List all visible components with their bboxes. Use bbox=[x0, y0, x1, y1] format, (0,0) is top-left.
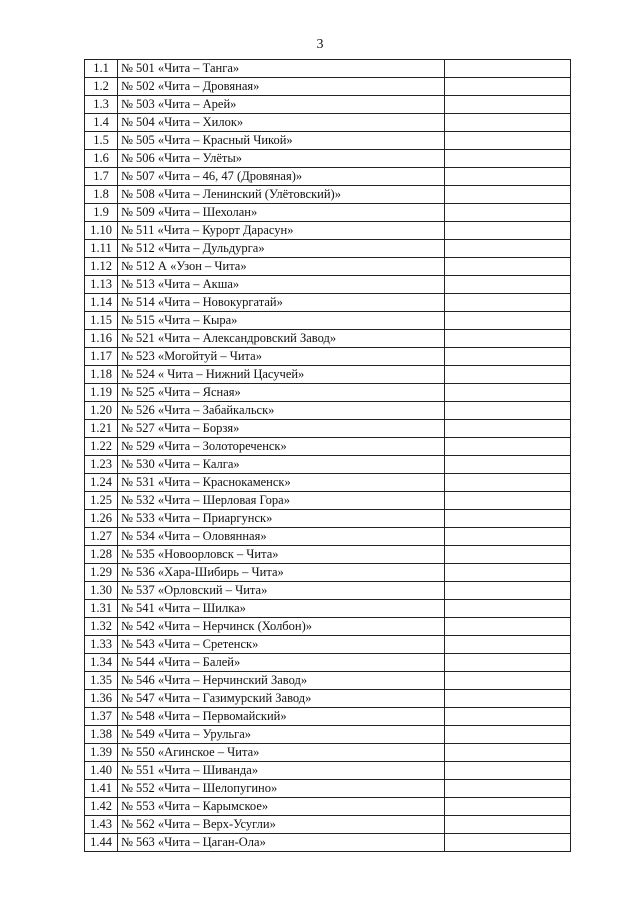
table-row bbox=[85, 726, 571, 744]
empty-cell bbox=[445, 816, 571, 834]
route-name-cell: № 527 «Чита – Борзя» bbox=[118, 420, 445, 438]
route-name-cell: № 521 «Чита – Александровский Завод» bbox=[118, 330, 445, 348]
row-number-cell: 1.44 bbox=[85, 834, 118, 852]
page-number: 3 bbox=[316, 37, 324, 52]
table-row bbox=[85, 60, 571, 78]
row-number-cell: 1.38 bbox=[85, 726, 118, 744]
empty-cell bbox=[445, 582, 571, 600]
empty-cell bbox=[445, 690, 571, 708]
table-row bbox=[85, 510, 571, 528]
row-number-cell: 1.1 bbox=[85, 60, 118, 78]
row-number-cell: 1.23 bbox=[85, 456, 118, 474]
table-row bbox=[85, 258, 571, 276]
table-row bbox=[85, 600, 571, 618]
row-number-cell: 1.24 bbox=[85, 474, 118, 492]
row-number-cell: 1.14 bbox=[85, 294, 118, 312]
empty-cell bbox=[445, 366, 571, 384]
empty-cell bbox=[445, 438, 571, 456]
route-name-cell: № 535 «Новоорловск – Чита» bbox=[118, 546, 445, 564]
empty-cell bbox=[445, 528, 571, 546]
route-name-cell: № 513 «Чита – Акша» bbox=[118, 276, 445, 294]
empty-cell bbox=[445, 600, 571, 618]
route-name-cell: № 511 «Чита – Курорт Дарасун» bbox=[118, 222, 445, 240]
route-name-cell: № 536 «Хара-Шибирь – Чита» bbox=[118, 564, 445, 582]
row-number-cell: 1.20 bbox=[85, 402, 118, 420]
table-row bbox=[85, 402, 571, 420]
table-row bbox=[85, 78, 571, 96]
row-number-cell: 1.29 bbox=[85, 564, 118, 582]
empty-cell bbox=[445, 762, 571, 780]
row-number-cell: 1.18 bbox=[85, 366, 118, 384]
table-row bbox=[85, 366, 571, 384]
empty-cell bbox=[445, 474, 571, 492]
route-name-cell: № 502 «Чита – Дровяная» bbox=[118, 78, 445, 96]
table-row bbox=[85, 492, 571, 510]
route-name-cell: № 503 «Чита – Арей» bbox=[118, 96, 445, 114]
empty-cell bbox=[445, 672, 571, 690]
route-name-cell: № 552 «Чита – Шелопугино» bbox=[118, 780, 445, 798]
row-number-cell: 1.40 bbox=[85, 762, 118, 780]
route-name-cell: № 505 «Чита – Красный Чикой» bbox=[118, 132, 445, 150]
route-name-cell: № 549 «Чита – Урульга» bbox=[118, 726, 445, 744]
table-row bbox=[85, 222, 571, 240]
route-name-cell: № 534 «Чита – Оловянная» bbox=[118, 528, 445, 546]
table-row bbox=[85, 474, 571, 492]
route-name-cell: № 531 «Чита – Краснокаменск» bbox=[118, 474, 445, 492]
empty-cell bbox=[445, 276, 571, 294]
empty-cell bbox=[445, 96, 571, 114]
table-row bbox=[85, 276, 571, 294]
empty-cell bbox=[445, 258, 571, 276]
row-number-cell: 1.3 bbox=[85, 96, 118, 114]
table-row bbox=[85, 204, 571, 222]
route-name-cell: № 525 «Чита – Ясная» bbox=[118, 384, 445, 402]
route-name-cell: № 542 «Чита – Нерчинск (Холбон)» bbox=[118, 618, 445, 636]
route-name-cell: № 529 «Чита – Золотореченск» bbox=[118, 438, 445, 456]
route-name-cell: № 506 «Чита – Улёты» bbox=[118, 150, 445, 168]
route-name-cell: № 508 «Чита – Ленинский (Улётовский)» bbox=[118, 186, 445, 204]
empty-cell bbox=[445, 780, 571, 798]
table-row bbox=[85, 96, 571, 114]
route-name-cell: № 562 «Чита – Верх-Усугли» bbox=[118, 816, 445, 834]
empty-cell bbox=[445, 294, 571, 312]
route-name-cell: № 512 А «Узон – Чита» bbox=[118, 258, 445, 276]
route-name-cell: № 544 «Чита – Балей» bbox=[118, 654, 445, 672]
table-row bbox=[85, 546, 571, 564]
row-number-cell: 1.21 bbox=[85, 420, 118, 438]
route-name-cell: № 509 «Чита – Шехолан» bbox=[118, 204, 445, 222]
row-number-cell: 1.30 bbox=[85, 582, 118, 600]
route-name-cell: № 541 «Чита – Шилка» bbox=[118, 600, 445, 618]
empty-cell bbox=[445, 564, 571, 582]
row-number-cell: 1.6 bbox=[85, 150, 118, 168]
row-number-cell: 1.42 bbox=[85, 798, 118, 816]
route-name-cell: № 524 « Чита – Нижний Цасучей» bbox=[118, 366, 445, 384]
route-name-cell: № 501 «Чита – Танга» bbox=[118, 60, 445, 78]
empty-cell bbox=[445, 60, 571, 78]
table-row bbox=[85, 618, 571, 636]
row-number-cell: 1.27 bbox=[85, 528, 118, 546]
table-row bbox=[85, 168, 571, 186]
empty-cell bbox=[445, 204, 571, 222]
row-number-cell: 1.15 bbox=[85, 312, 118, 330]
route-name-cell: № 507 «Чита – 46, 47 (Дровяная)» bbox=[118, 168, 445, 186]
row-number-cell: 1.9 bbox=[85, 204, 118, 222]
row-number-cell: 1.4 bbox=[85, 114, 118, 132]
row-number-cell: 1.7 bbox=[85, 168, 118, 186]
empty-cell bbox=[445, 708, 571, 726]
empty-cell bbox=[445, 186, 571, 204]
routes-table bbox=[84, 59, 571, 852]
table-row bbox=[85, 816, 571, 834]
row-number-cell: 1.41 bbox=[85, 780, 118, 798]
row-number-cell: 1.36 bbox=[85, 690, 118, 708]
route-name-cell: № 512 «Чита – Дульдурга» bbox=[118, 240, 445, 258]
table-row bbox=[85, 744, 571, 762]
empty-cell bbox=[445, 240, 571, 258]
route-name-cell: № 533 «Чита – Приаргунск» bbox=[118, 510, 445, 528]
row-number-cell: 1.19 bbox=[85, 384, 118, 402]
table-row bbox=[85, 564, 571, 582]
table-row bbox=[85, 384, 571, 402]
route-name-cell: № 526 «Чита – Забайкальск» bbox=[118, 402, 445, 420]
table-row bbox=[85, 456, 571, 474]
route-name-cell: № 532 «Чита – Шерловая Гора» bbox=[118, 492, 445, 510]
table-row bbox=[85, 294, 571, 312]
empty-cell bbox=[445, 132, 571, 150]
row-number-cell: 1.2 bbox=[85, 78, 118, 96]
empty-cell bbox=[445, 492, 571, 510]
route-name-cell: № 523 «Могойтуй – Чита» bbox=[118, 348, 445, 366]
row-number-cell: 1.8 bbox=[85, 186, 118, 204]
route-name-cell: № 553 «Чита – Карымское» bbox=[118, 798, 445, 816]
empty-cell bbox=[445, 312, 571, 330]
row-number-cell: 1.5 bbox=[85, 132, 118, 150]
table-row bbox=[85, 672, 571, 690]
empty-cell bbox=[445, 384, 571, 402]
row-number-cell: 1.17 bbox=[85, 348, 118, 366]
route-name-cell: № 504 «Чита – Хилок» bbox=[118, 114, 445, 132]
empty-cell bbox=[445, 420, 571, 438]
row-number-cell: 1.11 bbox=[85, 240, 118, 258]
empty-cell bbox=[445, 78, 571, 96]
empty-cell bbox=[445, 654, 571, 672]
route-name-cell: № 514 «Чита – Новокургатай» bbox=[118, 294, 445, 312]
empty-cell bbox=[445, 348, 571, 366]
empty-cell bbox=[445, 402, 571, 420]
empty-cell bbox=[445, 546, 571, 564]
row-number-cell: 1.31 bbox=[85, 600, 118, 618]
route-name-cell: № 548 «Чита – Первомайский» bbox=[118, 708, 445, 726]
empty-cell bbox=[445, 114, 571, 132]
row-number-cell: 1.26 bbox=[85, 510, 118, 528]
table-row bbox=[85, 186, 571, 204]
empty-cell bbox=[445, 726, 571, 744]
route-name-cell: № 547 «Чита – Газимурский Завод» bbox=[118, 690, 445, 708]
route-name-cell: № 537 «Орловский – Чита» bbox=[118, 582, 445, 600]
row-number-cell: 1.35 bbox=[85, 672, 118, 690]
table-row bbox=[85, 312, 571, 330]
empty-cell bbox=[445, 618, 571, 636]
table-row bbox=[85, 780, 571, 798]
row-number-cell: 1.28 bbox=[85, 546, 118, 564]
row-number-cell: 1.22 bbox=[85, 438, 118, 456]
table-row bbox=[85, 240, 571, 258]
row-number-cell: 1.25 bbox=[85, 492, 118, 510]
route-name-cell: № 563 «Чита – Цаган-Ола» bbox=[118, 834, 445, 852]
row-number-cell: 1.37 bbox=[85, 708, 118, 726]
table-row bbox=[85, 420, 571, 438]
table-row bbox=[85, 132, 571, 150]
empty-cell bbox=[445, 510, 571, 528]
empty-cell bbox=[445, 636, 571, 654]
table-row bbox=[85, 438, 571, 456]
route-name-cell: № 550 «Агинское – Чита» bbox=[118, 744, 445, 762]
route-name-cell: № 543 «Чита – Сретенск» bbox=[118, 636, 445, 654]
row-number-cell: 1.32 bbox=[85, 618, 118, 636]
empty-cell bbox=[445, 798, 571, 816]
empty-cell bbox=[445, 330, 571, 348]
table-row bbox=[85, 834, 571, 852]
table-row bbox=[85, 762, 571, 780]
row-number-cell: 1.10 bbox=[85, 222, 118, 240]
table-row bbox=[85, 150, 571, 168]
table-row bbox=[85, 798, 571, 816]
route-name-cell: № 546 «Чита – Нерчинский Завод» bbox=[118, 672, 445, 690]
table-row bbox=[85, 528, 571, 546]
table-row bbox=[85, 330, 571, 348]
row-number-cell: 1.13 bbox=[85, 276, 118, 294]
empty-cell bbox=[445, 222, 571, 240]
empty-cell bbox=[445, 744, 571, 762]
row-number-cell: 1.39 bbox=[85, 744, 118, 762]
table-row bbox=[85, 114, 571, 132]
table-row bbox=[85, 690, 571, 708]
empty-cell bbox=[445, 834, 571, 852]
row-number-cell: 1.12 bbox=[85, 258, 118, 276]
empty-cell bbox=[445, 456, 571, 474]
route-name-cell: № 551 «Чита – Шиванда» bbox=[118, 762, 445, 780]
row-number-cell: 1.34 bbox=[85, 654, 118, 672]
table-row bbox=[85, 348, 571, 366]
row-number-cell: 1.43 bbox=[85, 816, 118, 834]
empty-cell bbox=[445, 150, 571, 168]
routes-table-body bbox=[85, 60, 571, 852]
route-name-cell: № 515 «Чита – Кыра» bbox=[118, 312, 445, 330]
table-row bbox=[85, 582, 571, 600]
row-number-cell: 1.33 bbox=[85, 636, 118, 654]
table-row bbox=[85, 708, 571, 726]
row-number-cell: 1.16 bbox=[85, 330, 118, 348]
table-row bbox=[85, 654, 571, 672]
empty-cell bbox=[445, 168, 571, 186]
route-name-cell: № 530 «Чита – Калга» bbox=[118, 456, 445, 474]
table-row bbox=[85, 636, 571, 654]
